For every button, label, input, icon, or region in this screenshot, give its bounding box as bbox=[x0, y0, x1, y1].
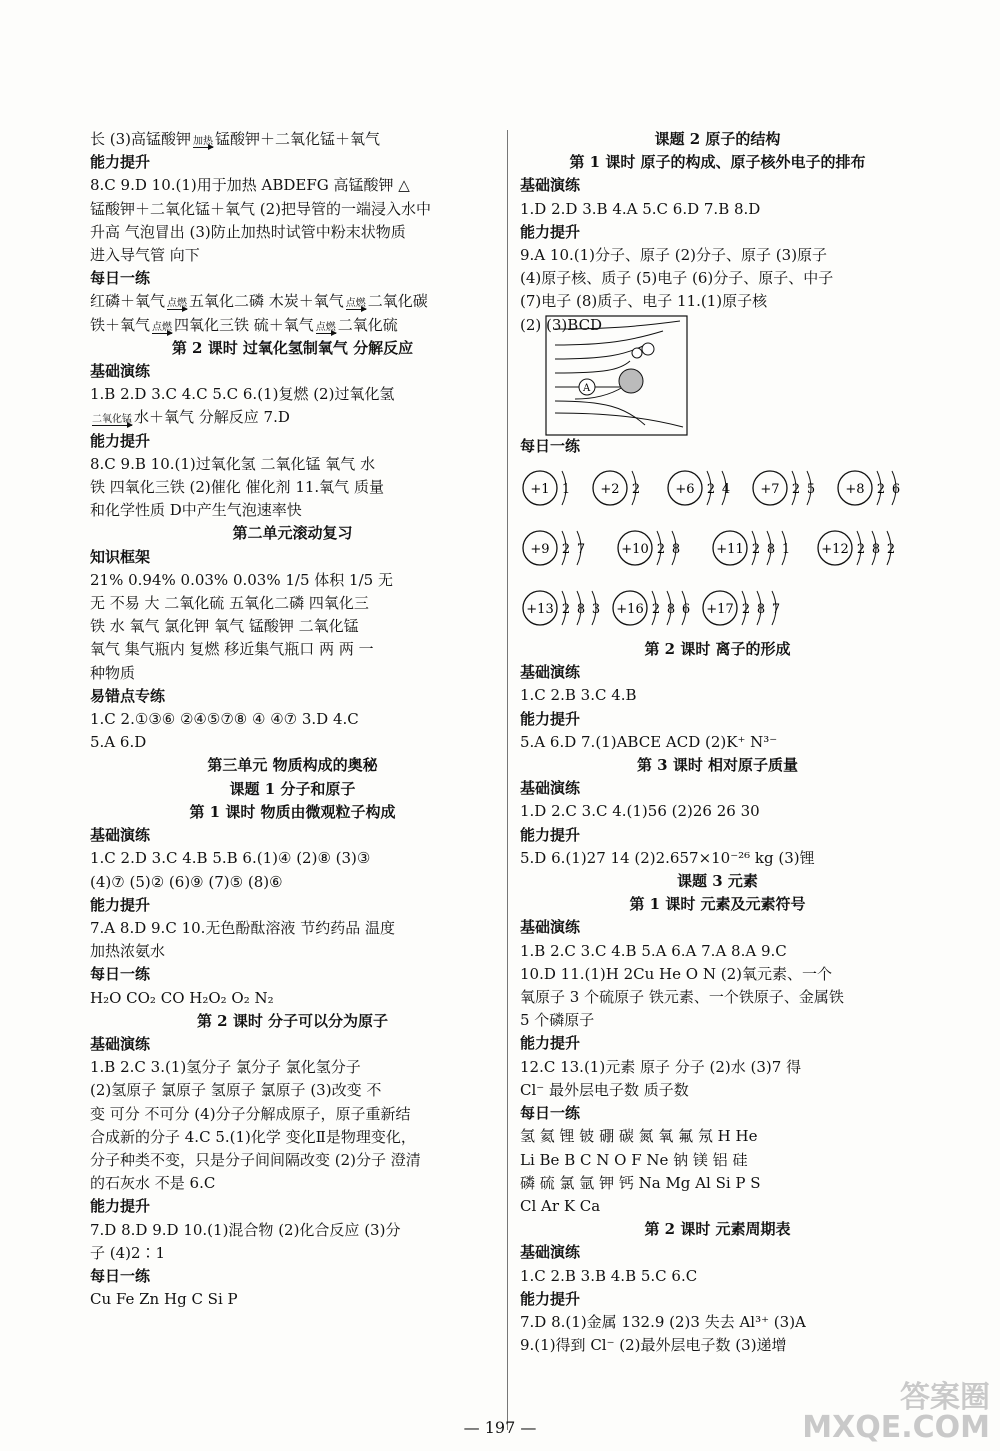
answer-line: 7.D 8.D 9.D 10.(1)混合物 (2)化合反应 (3)分 bbox=[90, 1220, 401, 1239]
svg-text:8: 8 bbox=[666, 602, 676, 618]
svg-text:+9: +9 bbox=[530, 542, 550, 558]
section-label: 每日一练 bbox=[90, 269, 151, 288]
answer-line: (2) (3)BCD bbox=[520, 315, 603, 334]
answer-line: 21% 0.94% 0.03% 0.03% 1/5 体积 1/5 无 bbox=[90, 570, 393, 589]
answer-line: (4)⑦ (5)② (6)⑨ (7)⑤ (8)⑥ bbox=[90, 872, 283, 891]
section-title: 课题 3 元素 bbox=[677, 872, 758, 891]
answer-line: 8.C 9.B 10.(1)过氧化氢 二氧化锰 氧气 水 bbox=[90, 454, 376, 473]
answer-line: 磷 硫 氯 氩 钾 钙 Na Mg Al Si P S bbox=[520, 1173, 761, 1192]
section-title: 第 1 课时 物质由微观粒子构成 bbox=[189, 802, 396, 821]
answer-line: 种物质 bbox=[90, 663, 136, 682]
answer-line: 5.A 6.D 7.(1)ABCE ACD (2)K⁺ N³⁻ bbox=[520, 732, 778, 751]
answer-line: (7)电子 (8)质子、电子 11.(1)原子核 bbox=[520, 292, 768, 311]
answer-line: 1.C 2.①③⑥ ②④⑤⑦⑧ ④ ④⑦ 3.D 4.C bbox=[90, 710, 359, 729]
answer-line: 9.(1)得到 Cl⁻ (2)最外层电子数 (3)递增 bbox=[520, 1336, 787, 1355]
section-label: 基础演练 bbox=[520, 176, 581, 195]
answer-line: 1.B 2.C 3.C 4.B 5.A 6.A 7.A 8.A 9.C bbox=[520, 941, 787, 960]
arrow-icon bbox=[92, 425, 132, 426]
answer-line: (4)原子核、质子 (5)电子 (6)分子、原子、中子 bbox=[520, 269, 834, 288]
section-label: 能力提升 bbox=[90, 153, 151, 172]
atom-diagram bbox=[615, 526, 687, 574]
arrow-icon bbox=[193, 147, 213, 148]
answer-line: 铁 水 氧气 氯化钾 氧气 锰酸钾 二氧化锰 bbox=[90, 617, 359, 636]
svg-text:8: 8 bbox=[871, 542, 881, 558]
reaction-condition: 点燃 bbox=[315, 321, 336, 333]
reaction-arrow bbox=[193, 137, 213, 148]
answer-line: 红磷＋氧气 点燃 五氧化二磷 木炭＋氧气 点燃 二氧化碳 bbox=[90, 292, 428, 311]
reaction-condition: 点燃 bbox=[345, 298, 366, 310]
svg-text:2: 2 bbox=[561, 602, 571, 618]
svg-text:8: 8 bbox=[766, 542, 776, 558]
svg-text:+8: +8 bbox=[845, 482, 865, 498]
answer-line: Li Be B C N O F Ne 钠 镁 铝 硅 bbox=[520, 1150, 748, 1169]
svg-text:+6: +6 bbox=[675, 482, 695, 498]
svg-text:8: 8 bbox=[671, 542, 681, 558]
svg-text:+10: +10 bbox=[621, 542, 649, 558]
answer-line: Cl⁻ 最外层电子数 质子数 bbox=[520, 1080, 689, 1099]
svg-text:1: 1 bbox=[561, 482, 571, 498]
svg-text:+16: +16 bbox=[616, 602, 644, 618]
atom-diagram bbox=[815, 526, 903, 574]
atom-diagram bbox=[750, 466, 822, 514]
section-label: 基础演练 bbox=[90, 826, 151, 845]
section-label: 基础演练 bbox=[520, 918, 581, 937]
answer-line: 1.B 2.C 3.(1)氢分子 氯分子 氯化氢分子 bbox=[90, 1058, 361, 1077]
section-label: 基础演练 bbox=[90, 362, 151, 381]
answer-line: 5.A 6.D bbox=[90, 733, 147, 752]
answer-line: 和化学性质 D中产生气泡速率快 bbox=[90, 501, 302, 520]
answer-line: 7.D 8.(1)金属 132.9 (2)3 失去 Al³⁺ (3)A bbox=[520, 1312, 806, 1331]
answer-line: 锰酸钾＋二氧化锰＋氧气 (2)把导管的一端浸入水中 bbox=[90, 199, 432, 218]
svg-text:2: 2 bbox=[856, 542, 866, 558]
answer-line: 5.D 6.(1)27 14 (2)2.657×10⁻²⁶ kg (3)锂 bbox=[520, 848, 815, 867]
answer-line: 合成新的分子 4.C 5.(1)化学 变化Ⅱ是物理变化， bbox=[90, 1127, 416, 1146]
svg-text:1: 1 bbox=[781, 542, 791, 558]
answer-line: 子 (4)2∶1 bbox=[90, 1243, 166, 1262]
atom-diagram bbox=[610, 586, 698, 634]
section-label: 能力提升 bbox=[520, 1289, 581, 1308]
svg-text:2: 2 bbox=[751, 542, 761, 558]
section-label: 能力提升 bbox=[90, 895, 151, 914]
section-title: 第 1 课时 元素及元素符号 bbox=[629, 895, 806, 914]
section-label: 基础演练 bbox=[520, 663, 581, 682]
atom-diagram bbox=[520, 586, 608, 634]
answer-line: 变 可分 不可分 (4)分子分解成原子，原子重新结 bbox=[90, 1104, 411, 1123]
section-label: 每日一练 bbox=[90, 965, 151, 984]
section-title: 第三单元 物质构成的奥秘 bbox=[207, 756, 378, 775]
arrow-icon bbox=[167, 309, 187, 310]
answer-line: 长 (3)高锰酸钾 加热 锰酸钾＋二氧化锰＋氧气 bbox=[90, 130, 381, 148]
reaction-condition: 点燃 bbox=[152, 321, 173, 333]
reaction-arrow bbox=[167, 299, 187, 310]
right-section-c bbox=[520, 638, 915, 1357]
answer-line: 1.D 2.D 3.B 4.A 5.C 6.D 7.B 8.D bbox=[520, 199, 761, 218]
atom-diagram bbox=[590, 466, 646, 514]
answer-line: 1.D 2.C 3.C 4.(1)56 (2)26 26 30 bbox=[520, 802, 760, 821]
answer-line: 1.C 2.D 3.C 4.B 5.B 6.(1)④ (2)⑧ (3)③ bbox=[90, 849, 371, 868]
svg-text:A: A bbox=[583, 383, 591, 394]
svg-text:+1: +1 bbox=[530, 482, 550, 498]
answer-line: 9.A 10.(1)分子、原子 (2)分子、原子 (3)原子 bbox=[520, 246, 828, 265]
answer-line: 升高 气泡冒出 (3)防止加热时试管中粉末状物质 bbox=[90, 222, 406, 241]
section-label: 基础演练 bbox=[90, 1034, 151, 1053]
svg-text:2: 2 bbox=[886, 542, 896, 558]
answer-line: 铁 四氧化三铁 (2)催化 催化剂 11.氧气 质量 bbox=[90, 478, 384, 497]
answer-line: 1.B 2.D 3.C 4.C 5.C 6.(1)复燃 (2)过氧化氢 bbox=[90, 385, 395, 404]
section-label: 能力提升 bbox=[90, 1197, 151, 1216]
atom-diagram bbox=[710, 526, 798, 574]
answer-line: 加热浓氨水 bbox=[90, 942, 166, 961]
svg-text:2: 2 bbox=[651, 602, 661, 618]
answer-line: 7.A 8.D 9.C 10.无色酚酞溶液 节约药品 温度 bbox=[90, 918, 395, 937]
section-label: 能力提升 bbox=[90, 431, 151, 450]
atom-diagram bbox=[700, 586, 788, 634]
section-title: 第 2 课时 元素周期表 bbox=[644, 1220, 791, 1239]
reaction-condition: 点燃 bbox=[167, 298, 188, 310]
svg-text:6: 6 bbox=[891, 482, 901, 498]
section-label: 能力提升 bbox=[520, 222, 581, 241]
section-label: 能力提升 bbox=[520, 825, 581, 844]
atom-diagram bbox=[835, 466, 907, 514]
answer-line: 1.C 2.B 3.B 4.B 5.C 6.C bbox=[520, 1266, 698, 1285]
right-column bbox=[520, 128, 915, 1357]
svg-text:+17: +17 bbox=[706, 602, 734, 618]
section-title: 第 2 课时 过氧化氢制氧气 分解反应 bbox=[171, 338, 414, 357]
svg-text:7: 7 bbox=[576, 542, 586, 558]
column-divider bbox=[507, 130, 508, 1430]
answer-line: Cl Ar K Ca bbox=[520, 1196, 601, 1215]
svg-text:+7: +7 bbox=[760, 482, 780, 498]
answer-line: H₂O CO₂ CO H₂O₂ O₂ N₂ bbox=[90, 988, 274, 1007]
section-label: 知识框架 bbox=[90, 547, 151, 566]
section-label: 基础演练 bbox=[520, 1243, 581, 1262]
svg-text:2: 2 bbox=[656, 542, 666, 558]
section-title: 课题 1 分子和原子 bbox=[229, 779, 356, 798]
answer-line: 氢 氦 锂 铍 硼 碳 氮 氧 氟 氖 H He bbox=[520, 1127, 758, 1146]
section-label: 每日一练 bbox=[520, 1104, 581, 1123]
atom-structure-diagrams bbox=[520, 458, 915, 638]
svg-text:6: 6 bbox=[681, 602, 691, 618]
svg-text:+12: +12 bbox=[821, 542, 849, 558]
svg-text:2: 2 bbox=[791, 482, 801, 498]
reaction-arrow bbox=[346, 299, 366, 310]
reaction-condition: 加热 bbox=[193, 136, 214, 147]
svg-text:4: 4 bbox=[721, 482, 731, 498]
daily-practice-heading: 每日一练 bbox=[520, 436, 581, 455]
reaction-arrow bbox=[152, 323, 172, 334]
answer-line: (2)氢原子 氯原子 氢原子 氯原子 (3)改变 不 bbox=[90, 1081, 382, 1100]
svg-text:+2: +2 bbox=[600, 482, 620, 498]
svg-text:2: 2 bbox=[706, 482, 716, 498]
right-section-a bbox=[520, 128, 915, 337]
section-title: 第 3 课时 相对原子质量 bbox=[636, 756, 799, 775]
left-column bbox=[90, 128, 495, 1311]
answer-line: 的石灰水 不是 6.C bbox=[90, 1174, 216, 1193]
answer-line: 氧气 集气瓶内 复燃 移近集气瓶口 两 两 一 bbox=[90, 640, 374, 659]
answer-line: 分子种类不变，只是分子间间隔改变 (2)分子 澄清 bbox=[90, 1150, 421, 1169]
answer-line: Cu Fe Zn Hg C Si P bbox=[90, 1290, 238, 1309]
answer-line: 铁＋氧气 点燃 四氧化三铁 硫＋氧气 点燃 二氧化硫 bbox=[90, 315, 398, 334]
section-label: 基础演练 bbox=[520, 779, 581, 798]
svg-text:8: 8 bbox=[576, 602, 586, 618]
svg-text:3: 3 bbox=[591, 602, 601, 618]
arrow-icon bbox=[152, 333, 172, 334]
answer-line: 1.C 2.B 3.C 4.B bbox=[520, 686, 637, 705]
svg-text:2: 2 bbox=[741, 602, 751, 618]
section-label: 易错点专练 bbox=[90, 686, 166, 705]
reaction-condition: 二氧化锰 bbox=[92, 414, 132, 426]
arrow-icon bbox=[316, 333, 336, 334]
answer-line: 5 个磷原子 bbox=[520, 1011, 595, 1030]
answer-line: 二氧化锰 水＋氧气 分解反应 7.D bbox=[92, 408, 290, 427]
atom-diagram bbox=[665, 466, 737, 514]
section-title: 第 2 课时 离子的形成 bbox=[644, 640, 791, 659]
watermark-logo: 答案圈 MXQE.COM bbox=[802, 1380, 990, 1445]
answer-line: 10.D 11.(1)H 2Cu He O N (2)氧元素、一个 bbox=[520, 964, 832, 983]
section-title: 课题 2 原子的结构 bbox=[654, 130, 781, 148]
svg-text:2: 2 bbox=[876, 482, 886, 498]
alpha-scattering-diagram bbox=[545, 315, 689, 437]
arrow-icon bbox=[346, 309, 366, 310]
reaction-arrow bbox=[92, 415, 132, 426]
reaction-arrow bbox=[316, 323, 336, 334]
section-title: 第 2 课时 分子可以分为原子 bbox=[196, 1011, 389, 1030]
section-title: 第二单元滚动复习 bbox=[232, 524, 353, 543]
section-title: 第 1 课时 原子的构成、原子核外电子的排布 bbox=[569, 153, 866, 172]
svg-text:5: 5 bbox=[806, 482, 816, 498]
answer-line: 进入导气管 向下 bbox=[90, 246, 200, 265]
svg-text:2: 2 bbox=[561, 542, 571, 558]
section-label: 能力提升 bbox=[520, 709, 581, 728]
atom-diagram bbox=[520, 526, 592, 574]
svg-text:8: 8 bbox=[756, 602, 766, 618]
svg-text:+11: +11 bbox=[716, 542, 744, 558]
section-label: 能力提升 bbox=[520, 1034, 581, 1053]
answer-line: 8.C 9.D 10.(1)用于加热 ABDEFG 高锰酸钾 △ bbox=[90, 176, 410, 195]
svg-text:2: 2 bbox=[631, 482, 641, 498]
answer-line: 氧原子 3 个硫原子 铁元素、一个铁原子、金属铁 bbox=[520, 988, 844, 1007]
answer-line: 12.C 13.(1)元素 原子 分子 (2)水 (3)7 得 bbox=[520, 1057, 802, 1076]
svg-text:7: 7 bbox=[771, 602, 781, 618]
section-label: 每日一练 bbox=[90, 1266, 151, 1285]
answer-line: 无 不易 大 二氧化硫 五氧化二磷 四氧化三 bbox=[90, 594, 369, 613]
page-number: — 197 — bbox=[463, 1418, 537, 1437]
svg-text:+13: +13 bbox=[526, 602, 554, 618]
atom-diagram bbox=[520, 466, 576, 514]
